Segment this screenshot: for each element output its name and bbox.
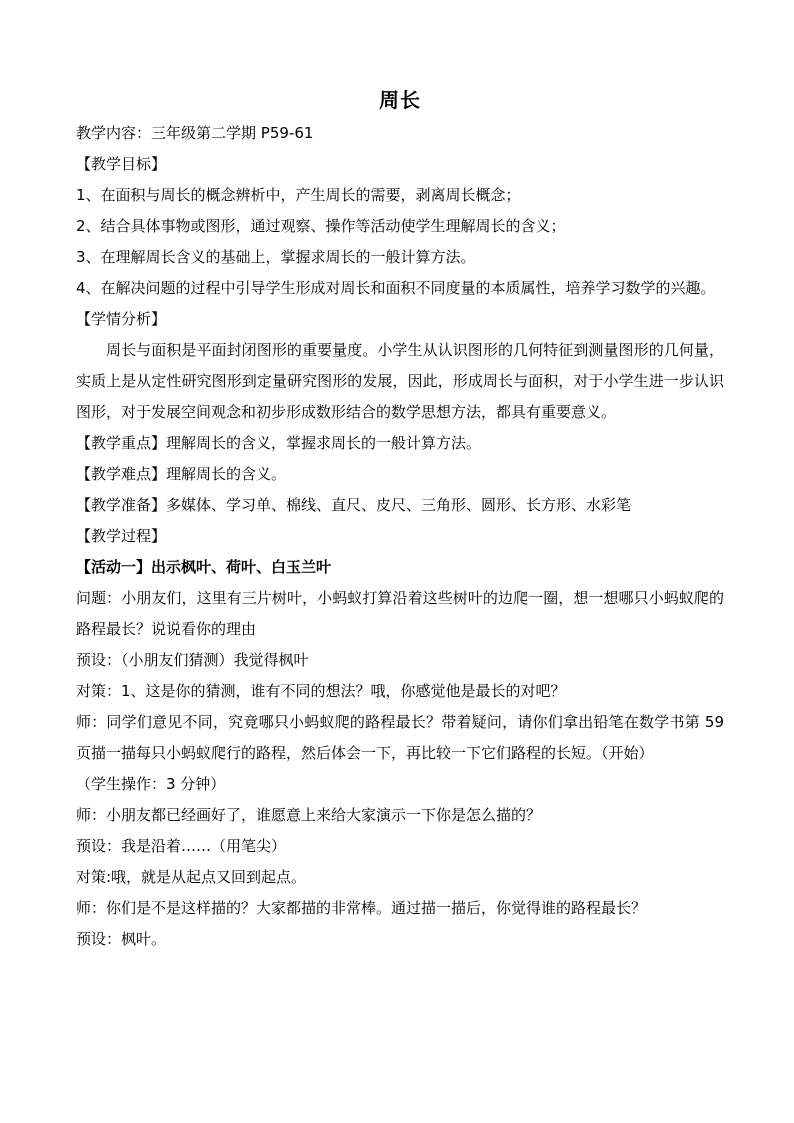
process-heading: 【教学过程】 [76, 527, 167, 545]
dialogue-preset-3: 预设：枫叶。 [76, 930, 167, 948]
dialogue-preset-1: 预设：（小朋友们猜测）我觉得枫叶 [76, 651, 309, 669]
analysis-heading: 【学情分析】 [76, 310, 167, 328]
difficulty-line: 【教学难点】理解周长的含义。 [76, 465, 287, 483]
dialogue-question: 问题：小朋友们，这里有三片树叶，小蚂蚁打算沿着这些树叶的边爬一圈，想一想哪只小蚂蚁爬的路程最长？说说看你的理由 [76, 589, 724, 638]
goal-item-2: 2、结合具体事物或图形，通过观察、操作等活动使学生理解周长的含义； [76, 217, 566, 235]
dialogue-teacher-1: 师：同学们意见不同，究竟哪只小蚂蚁爬的路程最长？带着疑问，请你们拿出铅笔在数学书第 59 页描一描每只小蚂蚁爬行的路程，然后体会一下，再比较一下它们路程的长短。（开始） [76, 713, 724, 762]
goals-heading: 【教学目标】 [76, 155, 167, 173]
document-title: 周长 [379, 88, 421, 112]
goal-item-1: 1、在面积与周长的概念辨析中，产生周长的需要，剥离周长概念； [76, 186, 521, 204]
dialogue-student-operation: （学生操作：3 分钟） [76, 775, 226, 793]
analysis-paragraph: 周长与面积是平面封闭图形的重要量度。小学生从认识图形的几何特征到测量图形的几何量，实质上是从定性研究图形到定量研究图形的发展，因此，形成周长与面积，对于小学生进一步认识图形，对于发展空间观念和初步形成数形结合的数学思想方法，都具有重要意义。 [76, 341, 724, 421]
content-line: 教学内容：三年级第二学期 P59-61 [76, 124, 314, 142]
goal-item-4: 4、在解决问题的过程中引导学生形成对周长和面积不同度量的本质属性，培养学习数学的兴趣。 [76, 279, 716, 297]
dialogue-preset-2: 预设：我是沿着……（用笔尖） [76, 837, 287, 855]
goal-item-3: 3、在理解周长含义的基础上，掌握求周长的一般计算方法。 [76, 248, 476, 266]
document-page [76, 86, 724, 955]
activity-one-heading: 【活动一】出示枫叶、荷叶、白玉兰叶 [76, 558, 332, 576]
dialogue-strategy-2: 对策:哦，就是从起点又回到起点。 [76, 868, 307, 886]
dialogue-strategy-1: 对策：1、这是你的猜测，谁有不同的想法？哦，你感觉他是最长的对吧？ [76, 682, 566, 700]
preparation-line: 【教学准备】多媒体、学习单、棉线、直尺、皮尺、三角形、圆形、长方形、水彩笔 [76, 496, 632, 514]
key-point-line: 【教学重点】理解周长的含义，掌握求周长的一般计算方法。 [76, 434, 482, 452]
dialogue-teacher-2: 师：小朋友都已经画好了，谁愿意上来给大家演示一下你是怎么描的？ [76, 806, 542, 824]
dialogue-teacher-3: 师：你们是不是这样描的？大家都描的非常棒。通过描一描后，你觉得谁的路程最长？ [76, 899, 647, 917]
